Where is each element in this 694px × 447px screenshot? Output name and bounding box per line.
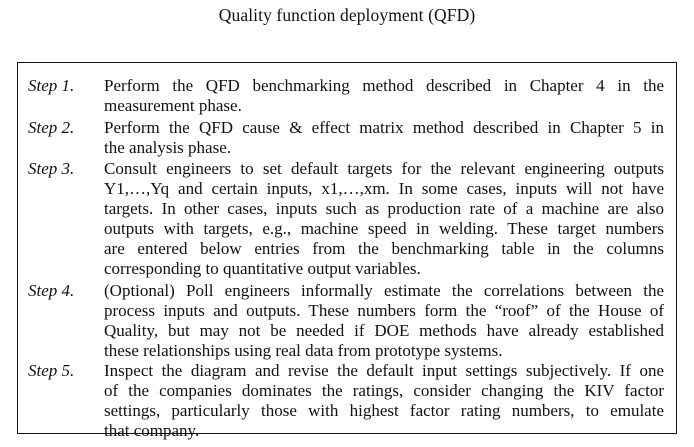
step-line: Consult engineers to set default targets for the relevant engineering outputs bbox=[104, 159, 664, 178]
step-label: Step 2. bbox=[28, 118, 75, 137]
step-text bbox=[104, 361, 664, 441]
step-line: process inputs and outputs. These numbers form the “roof” of the House of bbox=[104, 301, 664, 320]
page-title: Quality function deployment (QFD) bbox=[218, 5, 476, 25]
step-line: Perform the QFD cause & effect matrix method described in Chapter 5 in bbox=[104, 118, 664, 137]
step-text bbox=[104, 118, 664, 158]
step-line: outputs with targets, e.g., machine speed in welding. These target numbers bbox=[104, 219, 664, 238]
step-text bbox=[104, 76, 664, 116]
step-line: (Optional) Poll engineers informally estimate the correlations between the bbox=[104, 281, 664, 300]
step-label: Step 4. bbox=[28, 281, 75, 300]
step-line: Y1,…,Yq and certain inputs, x1,…,xm. In some cases, inputs will not have bbox=[104, 179, 664, 198]
step-line: that company. bbox=[104, 421, 200, 440]
step-line: targets. In other cases, inputs such as production rate of a machine are also bbox=[104, 199, 664, 218]
step-line: measurement phase. bbox=[104, 96, 242, 115]
step-line: Inspect the diagram and revise the default input settings subjectively. If one bbox=[104, 361, 664, 380]
step-line: are entered below entries from the benchmarking table in the columns bbox=[104, 239, 664, 258]
step-line: Quality, but may not be needed if DOE methods have already established bbox=[104, 321, 664, 340]
step-line: these relationships using real data from prototype systems. bbox=[104, 341, 503, 360]
step-line: settings, particularly those with highest factor rating numbers, to emulate bbox=[104, 401, 664, 420]
step-label: Step 5. bbox=[28, 361, 75, 380]
step-line: of the companies dominates the ratings, consider changing the KIV factor bbox=[104, 381, 664, 400]
step-line: corresponding to quantitative output variables. bbox=[104, 259, 421, 278]
step-label: Step 1. bbox=[28, 76, 75, 95]
step-text bbox=[104, 159, 664, 279]
step-line: Perform the QFD benchmarking method described in Chapter 4 in the bbox=[104, 76, 664, 95]
procedure-box bbox=[17, 62, 677, 440]
step-label: Step 3. bbox=[28, 159, 75, 178]
step-text bbox=[104, 281, 664, 361]
step-line: the analysis phase. bbox=[104, 138, 231, 157]
